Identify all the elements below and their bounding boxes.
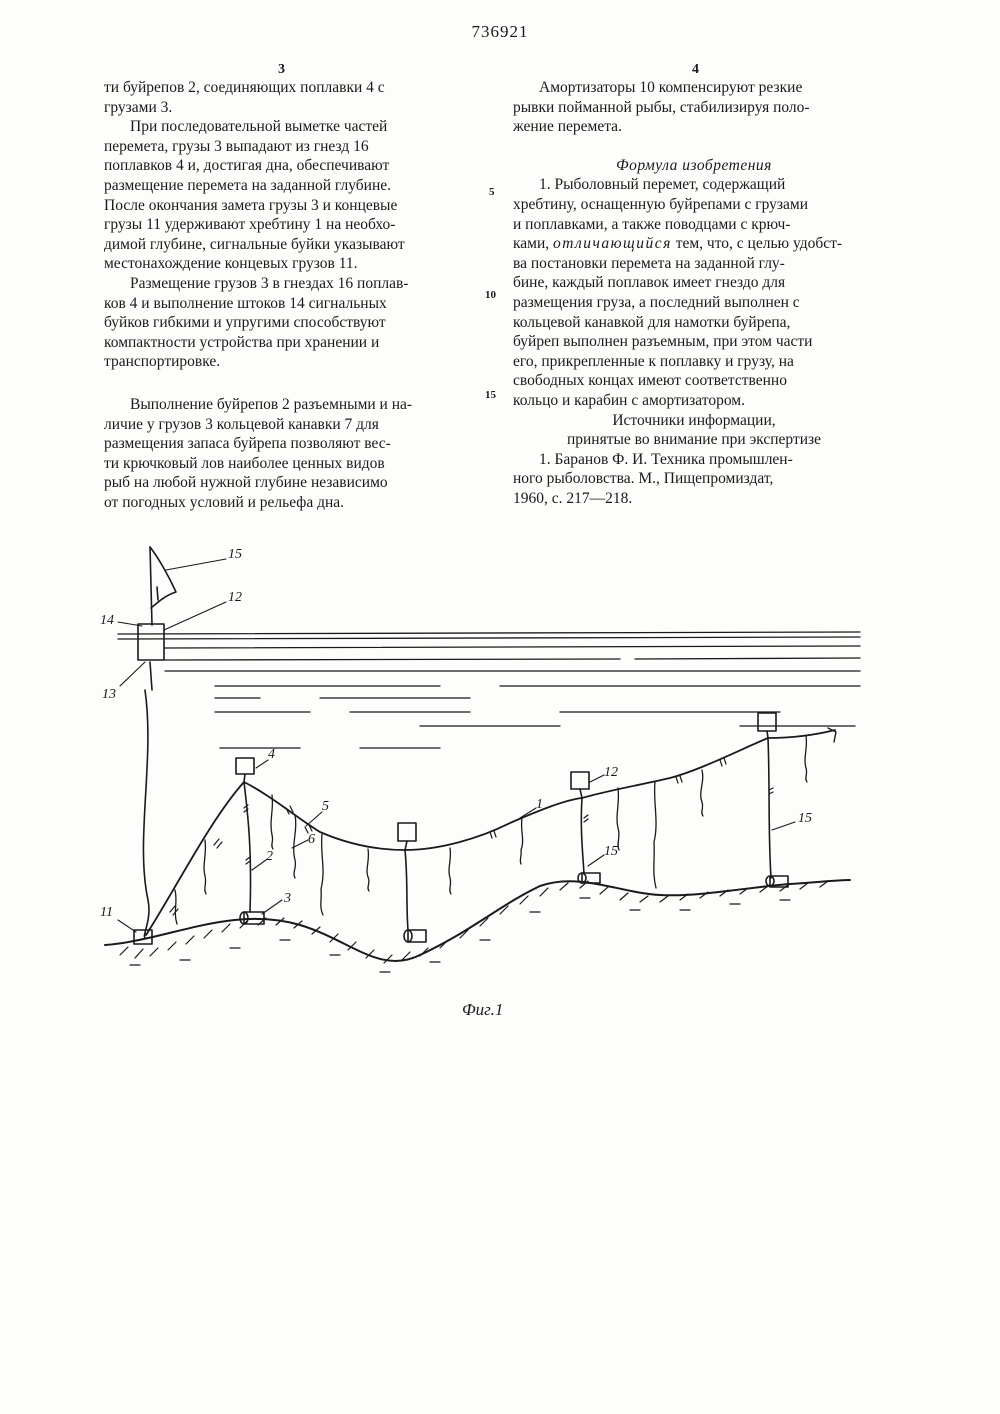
claim-1: 1. Рыболовный перемет, содержащий хребтину, оснащенную буйрепами с грузами и поплавками, а также поводцами с крюч- ками, отличающийся тем, что, с целью удобст- ва постановки перемета на заданной глу- бине, каждый поплавок имеет гнездо для размещения груза, а последний выполнен с кольцевой канавкой для намотки буйрепа, буйреп выполнен разъемным, при этом части его, прикрепленные к поплавку и грузу, на свободных концах имеют соответственно кольцо и карабин с амортизатором. [513, 176, 843, 409]
float-buoyropes [236, 713, 776, 930]
seabed-line [105, 880, 850, 961]
line-ticks [170, 758, 773, 915]
label-12-buoy: 12 [228, 590, 242, 605]
patent-number: 736921 [471, 22, 529, 41]
figure-labels [100, 547, 812, 920]
signal-buoy [138, 547, 176, 938]
line-number-5: 5 [489, 186, 495, 198]
label-2: 2 [266, 849, 273, 864]
label-6: 6 [308, 832, 315, 847]
leaders [175, 736, 807, 924]
label-3: 3 [284, 891, 291, 906]
line-number-10: 10 [485, 289, 496, 301]
label-15-mid: 15 [604, 844, 618, 859]
water-surface [118, 632, 860, 748]
right-column-number: 4 [692, 62, 699, 77]
source-1: 1. Баранов Ф. И. Техника промышлен- ного рыболовства. М., Пищепромиздат, 1960, с. 217—218. [513, 450, 793, 507]
sources-heading-1: Источники информации, [612, 411, 776, 429]
seabed-hatching [120, 881, 828, 972]
left-column-number: 3 [278, 62, 285, 77]
label-11: 11 [100, 905, 113, 920]
left-paragraph-3: Размещение грузов 3 в гнездах 16 поплав- ков 4 и выполнение штоков 14 сигнальных буйков гибкими и упругими способствуют компактности устройства при хранении и транспортировке. [104, 274, 409, 371]
label-4: 4 [268, 747, 275, 762]
label-5: 5 [322, 799, 329, 814]
formula-heading: Формула изобретения [616, 156, 772, 174]
label-15-right: 15 [798, 811, 812, 826]
label-15-flag: 15 [228, 547, 242, 562]
label-12-mid: 12 [604, 765, 618, 780]
left-paragraph-2: При последовательной выметке частей перемета, грузы 3 выпадают из гнезд 16 поплавков 4 и, достигая дна, обеспечивают размещение перемета на заданной глубине. После окончания замета грузы 3 и концевые грузы 11 удерживают хребтину 1 на необхо- димой глубине, сигнальные буйки указывают местонахождение концевых грузов 11. [104, 118, 405, 273]
label-1: 1 [536, 797, 543, 812]
left-paragraph-4: Выполнение буйрепов 2 разъемными и на- личие у грузов 3 кольцевой канавки 7 для размещения запаса буйрепа позволяют вес- ти крючковый лов наиболее ценных видов рыб на любой нужной глубине независимо от погодных условий и рельефа дна. [104, 395, 413, 511]
figure-caption: Фиг.1 [462, 1000, 504, 1019]
label-leaders [118, 559, 795, 932]
label-13: 13 [102, 687, 116, 702]
sources-heading-2: принятые во внимание при экспертизе [566, 431, 822, 449]
label-14: 14 [100, 613, 114, 628]
left-paragraph-1: ти буйрепов 2, соединяющих поплавки 4 с грузами 3. [104, 79, 385, 116]
right-paragraph-1: Амортизаторы 10 компенсируют резкие рывки пойманной рыбы, стабилизируя поло- жение перемета. [513, 79, 810, 136]
line-number-15: 15 [485, 389, 496, 401]
